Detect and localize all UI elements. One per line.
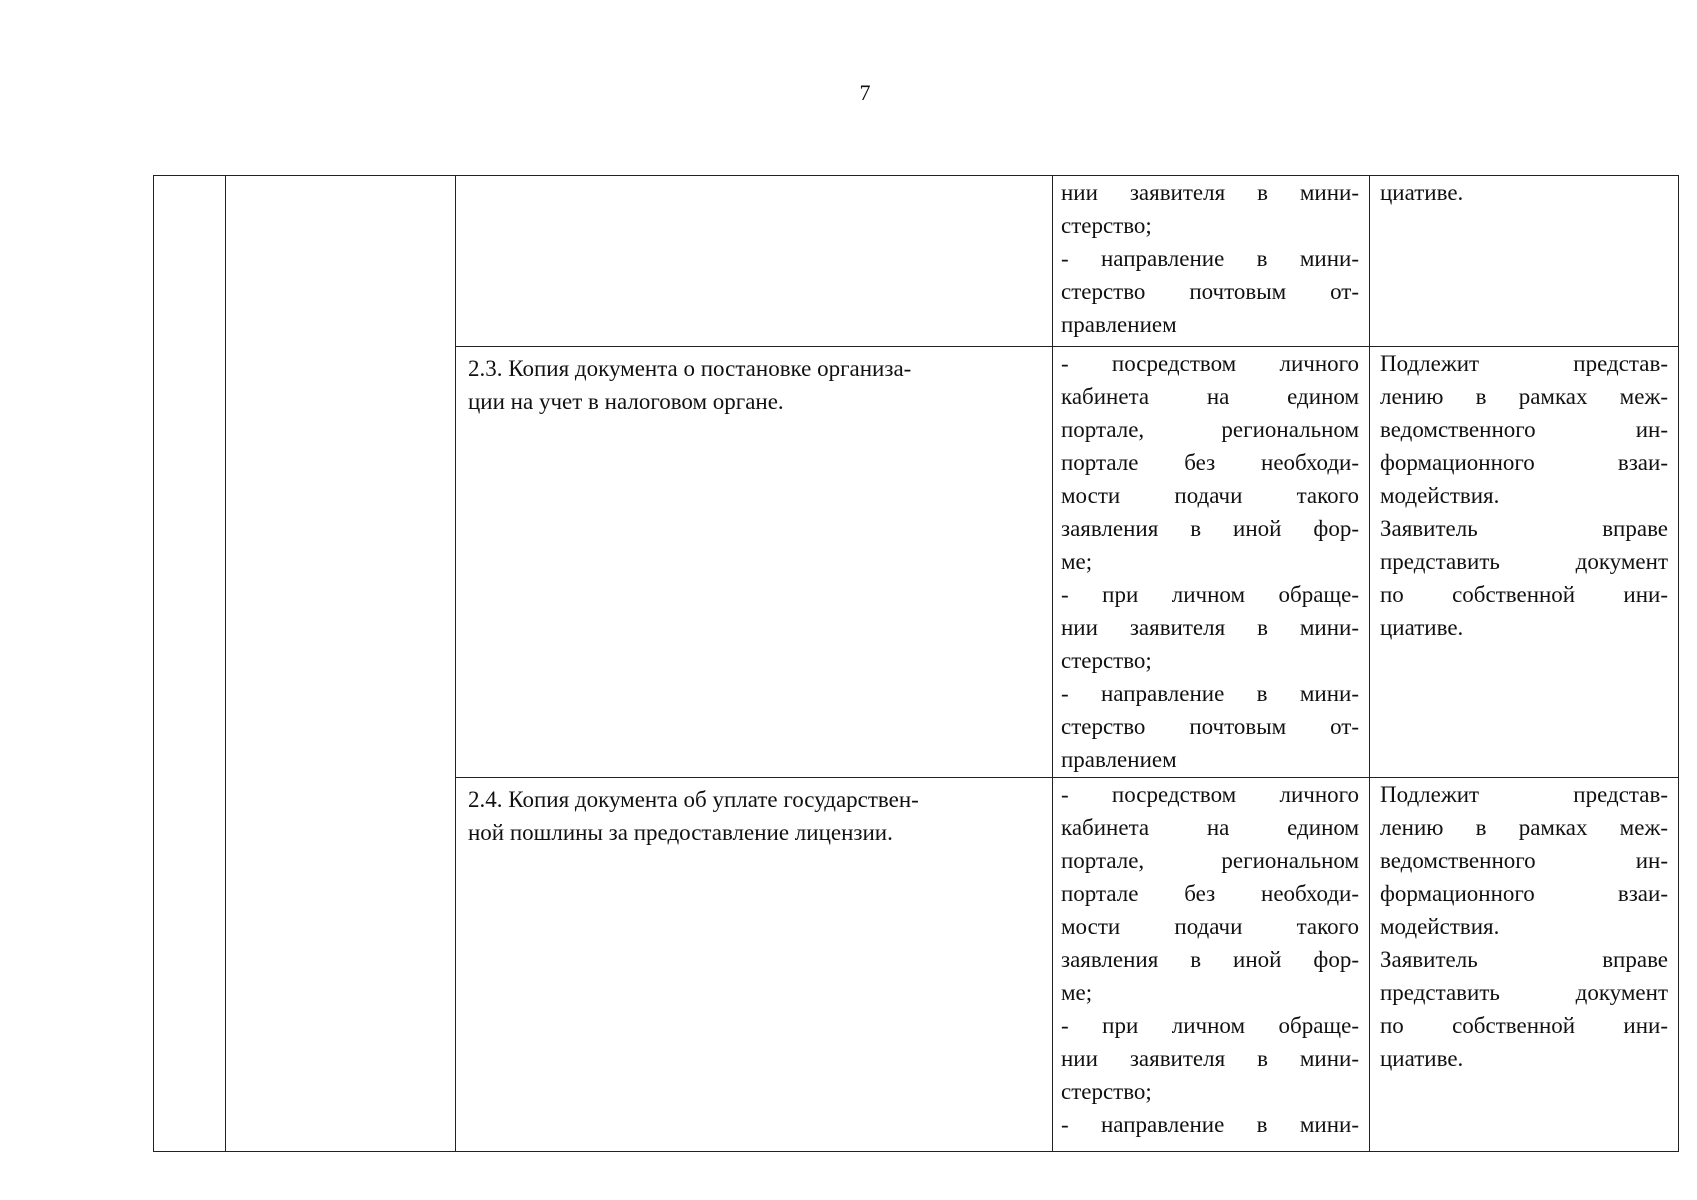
- text-line: формационного взаи-: [1380, 881, 1668, 906]
- text-line: заявления в иной фор-: [1061, 516, 1359, 541]
- text-line: лению в рамках меж-: [1380, 815, 1668, 840]
- text-line: ме;: [1061, 980, 1093, 1005]
- text-line: нии заявителя в мини-: [1061, 180, 1359, 205]
- text-line: представить документ: [1380, 549, 1668, 574]
- text-line: стерство почтовым от-: [1061, 279, 1359, 304]
- text-line: заявления в иной фор-: [1061, 947, 1359, 972]
- submission-methods-cell: [1053, 778, 1370, 1152]
- text-line: ной пошлины за предоставление лицензии.: [468, 820, 893, 845]
- empty-cell: [226, 176, 456, 1152]
- text-line: - направление в мини-: [1061, 1112, 1359, 1137]
- text-line: - при личном обраще-: [1061, 1013, 1359, 1038]
- text-line: кабинета на едином: [1061, 384, 1359, 409]
- text-line: 2.3. Копия документа о постановке организа-: [468, 356, 912, 381]
- text-line: модействия.: [1380, 483, 1500, 508]
- requirements-table: [153, 175, 1679, 1152]
- text-line: - при личном обраще-: [1061, 582, 1359, 607]
- text-line: Заявитель вправе: [1380, 516, 1668, 541]
- submission-methods-cell: [1053, 176, 1370, 347]
- document-cell: [456, 778, 1053, 1152]
- text-line: модействия.: [1380, 914, 1500, 939]
- text-line: Подлежит представ-: [1380, 351, 1668, 376]
- text-line: ведомственного ин-: [1380, 417, 1668, 442]
- text-line: циативе.: [1380, 1046, 1464, 1071]
- text-line: мости подачи такого: [1061, 914, 1359, 939]
- note-cell: [1370, 347, 1679, 778]
- note-cell: [1370, 176, 1679, 347]
- text-line: стерство;: [1061, 1079, 1152, 1104]
- text-line: портале, региональном: [1061, 848, 1359, 873]
- text-line: Подлежит представ-: [1380, 782, 1668, 807]
- text-line: нии заявителя в мини-: [1061, 1046, 1359, 1071]
- text-line: формационного взаи-: [1380, 450, 1668, 475]
- text-line: портале без необходи-: [1061, 450, 1359, 475]
- text-line: правлением: [1061, 312, 1177, 337]
- text-line: стерство;: [1061, 213, 1152, 238]
- text-line: портале без необходи-: [1061, 881, 1359, 906]
- text-line: мости подачи такого: [1061, 483, 1359, 508]
- page-number: 7: [859, 80, 871, 105]
- text-line: циативе.: [1380, 180, 1464, 205]
- text-line: ме;: [1061, 549, 1093, 574]
- text-line: ции на учет в налоговом органе.: [468, 389, 784, 414]
- text-line: циативе.: [1380, 615, 1464, 640]
- text-line: - посредством личного: [1061, 351, 1359, 376]
- text-line: представить документ: [1380, 980, 1668, 1005]
- text-line: лению в рамках меж-: [1380, 384, 1668, 409]
- text-line: нии заявителя в мини-: [1061, 615, 1359, 640]
- text-line: Заявитель вправе: [1380, 947, 1668, 972]
- text-line: - направление в мини-: [1061, 681, 1359, 706]
- text-line: ведомственного ин-: [1380, 848, 1668, 873]
- text-line: - направление в мини-: [1061, 246, 1359, 271]
- text-line: - посредством личного: [1061, 782, 1359, 807]
- document-cell: [456, 347, 1053, 778]
- table-row: [154, 176, 1679, 347]
- text-line: по собственной ини-: [1380, 582, 1668, 607]
- submission-methods-cell: [1053, 347, 1370, 778]
- text-line: стерство;: [1061, 648, 1152, 673]
- text-line: правлением: [1061, 747, 1177, 772]
- empty-cell: [154, 176, 226, 1152]
- text-line: кабинета на едином: [1061, 815, 1359, 840]
- document-cell: [456, 176, 1053, 347]
- text-line: 2.4. Копия документа об уплате государствен-: [468, 787, 919, 812]
- text-line: портале, региональном: [1061, 417, 1359, 442]
- note-cell: [1370, 778, 1679, 1152]
- text-line: по собственной ини-: [1380, 1013, 1668, 1038]
- text-line: стерство почтовым от-: [1061, 714, 1359, 739]
